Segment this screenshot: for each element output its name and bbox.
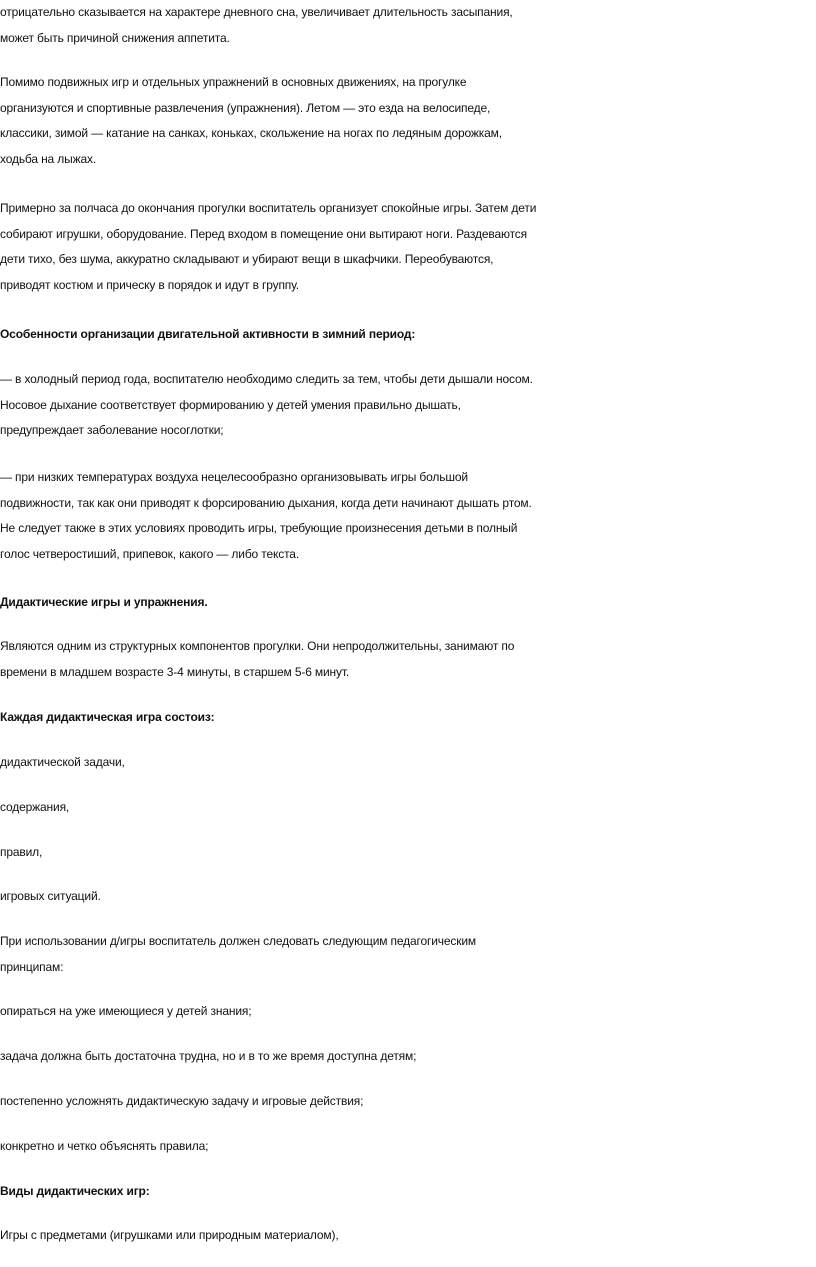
text-line: Носовое дыхание соответствует формированию у детей умения правильно дышать, <box>0 397 461 412</box>
list-item <box>0 999 812 1025</box>
heading-game-types <box>0 1179 812 1205</box>
text-line: Не следует также в этих условиях проводить игры, требующие произнесения детьми в полный <box>0 521 518 535</box>
text-line: постепенно усложнять дидактическую задачу и игровые действия; <box>0 1094 364 1108</box>
paragraph-sport-entertainment <box>0 70 812 172</box>
text-line: собирают игрушки, оборудование. Перед входом в помещение они вытирают ноги. Раздеваются <box>0 226 527 241</box>
paragraph-end-of-walk <box>0 196 812 298</box>
text-line: опираться на уже имеющиеся у детей знания; <box>0 1004 252 1018</box>
heading-text: Особенности организации двигательной активности в зимний период: <box>0 327 416 341</box>
text-line: При использовании д/игры воспитатель должен следовать следующим педагогическим <box>0 934 477 948</box>
text-line: — в холодный период года, воспитателю необходимо следить за тем, чтобы дети дышали носом. <box>0 372 533 386</box>
text-line: дидактической задачи, <box>0 755 125 769</box>
heading-game-structure <box>0 705 812 731</box>
list-item <box>0 884 812 910</box>
text-line: игровых ситуаций. <box>0 889 101 903</box>
paragraph-nasal-breathing <box>0 367 812 444</box>
heading-didactic-games <box>0 590 812 616</box>
paragraph-principles-intro <box>0 929 812 980</box>
text-line: приводят костюм и прическу в порядок и идут в группу. <box>0 277 299 292</box>
text-line: отрицательно сказывается на характере дневного сна, увеличивает длительность засыпания, <box>0 5 513 19</box>
list-item <box>0 1134 812 1160</box>
heading-text: Дидактические игры и упражнения. <box>0 595 208 609</box>
text-line: задача должна быть достаточна трудна, но и в то же время доступна детям; <box>0 1049 417 1063</box>
text-line: Примерно за полчаса до окончания прогулки воспитатель организует спокойные игры. Затем дети <box>0 201 537 215</box>
text-line: может быть причиной снижения аппетита. <box>0 30 230 45</box>
text-line: Являются одним из структурных компонентов прогулки. Они непродолжительны, занимают по <box>0 639 515 653</box>
paragraph-didactic-duration <box>0 634 812 685</box>
heading-text: Каждая дидактическая игра состоиз: <box>0 710 215 724</box>
text-line: дети тихо, без шума, аккуратно складывают и убирают вещи в шкафчики. Переобуваются, <box>0 252 494 266</box>
text-line: предупреждает заболевание носоглотки; <box>0 423 224 437</box>
text-line: — при низких температурах воздуха нецелесообразно организовывать игры большой <box>0 470 468 484</box>
list-item <box>0 1223 812 1249</box>
text-line: Помимо подвижных игр и отдельных упражнений в основных движениях, на прогулке <box>0 75 467 89</box>
text-line: правил, <box>0 845 43 859</box>
text-line: времени в младшем возрасте 3-4 минуты, в старшем 5-6 минут. <box>0 664 350 679</box>
heading-text: Виды дидактических игр: <box>0 1184 150 1198</box>
text-line: Игры с предметами (игрушками или природным материалом), <box>0 1228 339 1242</box>
list-item <box>0 1089 812 1115</box>
list-item <box>0 840 812 866</box>
paragraph-sleep-effects <box>0 0 812 51</box>
text-line: содержания, <box>0 800 70 814</box>
text-line: голос четверостиший, припевок, какого — либо текста. <box>0 546 300 561</box>
list-item <box>0 1044 812 1070</box>
text-line: принципам: <box>0 959 64 974</box>
paragraph-low-temperatures <box>0 465 812 567</box>
text-line: ходьба на лыжах. <box>0 151 97 166</box>
text-line: конкретно и четко объяснять правила; <box>0 1139 209 1153</box>
list-item <box>0 750 812 776</box>
list-item <box>0 795 812 821</box>
heading-winter-activity <box>0 322 812 348</box>
text-line: подвижности, так как они приводят к форсированию дыхания, когда дети начинают дышать ртом. <box>0 495 532 510</box>
text-line: классики, зимой — катание на санках, коньках, скольжение на ногах по ледяным дорожкам, <box>0 126 502 140</box>
text-line: организуются и спортивные развлечения (упражнения). Летом — это езда на велосипеде, <box>0 100 491 115</box>
